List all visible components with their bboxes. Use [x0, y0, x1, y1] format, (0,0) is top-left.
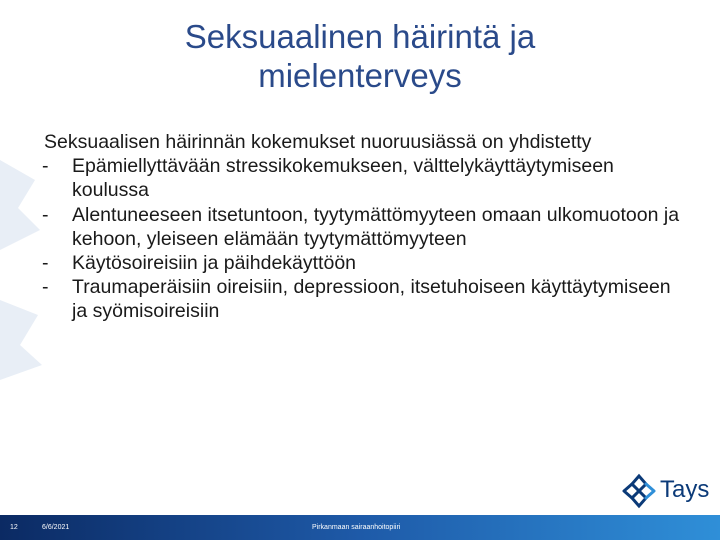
bullet-item: [44, 251, 684, 275]
bullet-marker: -: [42, 155, 49, 178]
bullet-item: [44, 203, 684, 251]
footer-bar: [0, 515, 720, 540]
bullet-marker: -: [42, 276, 49, 299]
tays-logo: [620, 472, 715, 508]
bullet-text: Epämiellyttävään stressikokemukseen, välttelykäyttäytymiseen koulussa: [72, 155, 614, 202]
title-line-1: Seksuaalinen häirintä ja: [184, 18, 536, 55]
bullet-marker: -: [42, 203, 49, 226]
bullet-item: [44, 154, 684, 202]
slide-body: [44, 130, 684, 324]
footer-date: 6/6/2021: [42, 524, 70, 531]
bullet-list: [44, 154, 684, 323]
slide-number: 12: [10, 524, 18, 531]
logo-text: Tays: [660, 476, 710, 503]
tays-snowflake-icon: [620, 472, 658, 510]
title-line-2: mielenterveys: [258, 56, 462, 94]
intro-text: Seksuaalisen häirinnän kokemukset nuoruusiässä on yhdistetty: [44, 131, 592, 153]
bullet-text: Traumaperäisiin oireisiin, depressioon, itsetuhoiseen käyttäytymiseen ja syömisoireisiin: [72, 276, 671, 323]
bullet-item: [44, 275, 684, 323]
bullet-marker: -: [42, 252, 49, 275]
bullet-text: Käytösoireisiin ja päihdekäyttöön: [72, 252, 357, 275]
bullet-text: Alentuneeseen itsetuntoon, tyytymättömyyteen omaan ulkomuotoon ja kehoon, yleiseen elämään tyytymättömyyteen: [72, 203, 680, 250]
footer-organization: Pirkanmaan sairaanhoitopiiri: [312, 524, 401, 531]
slide-title: [120, 18, 600, 96]
